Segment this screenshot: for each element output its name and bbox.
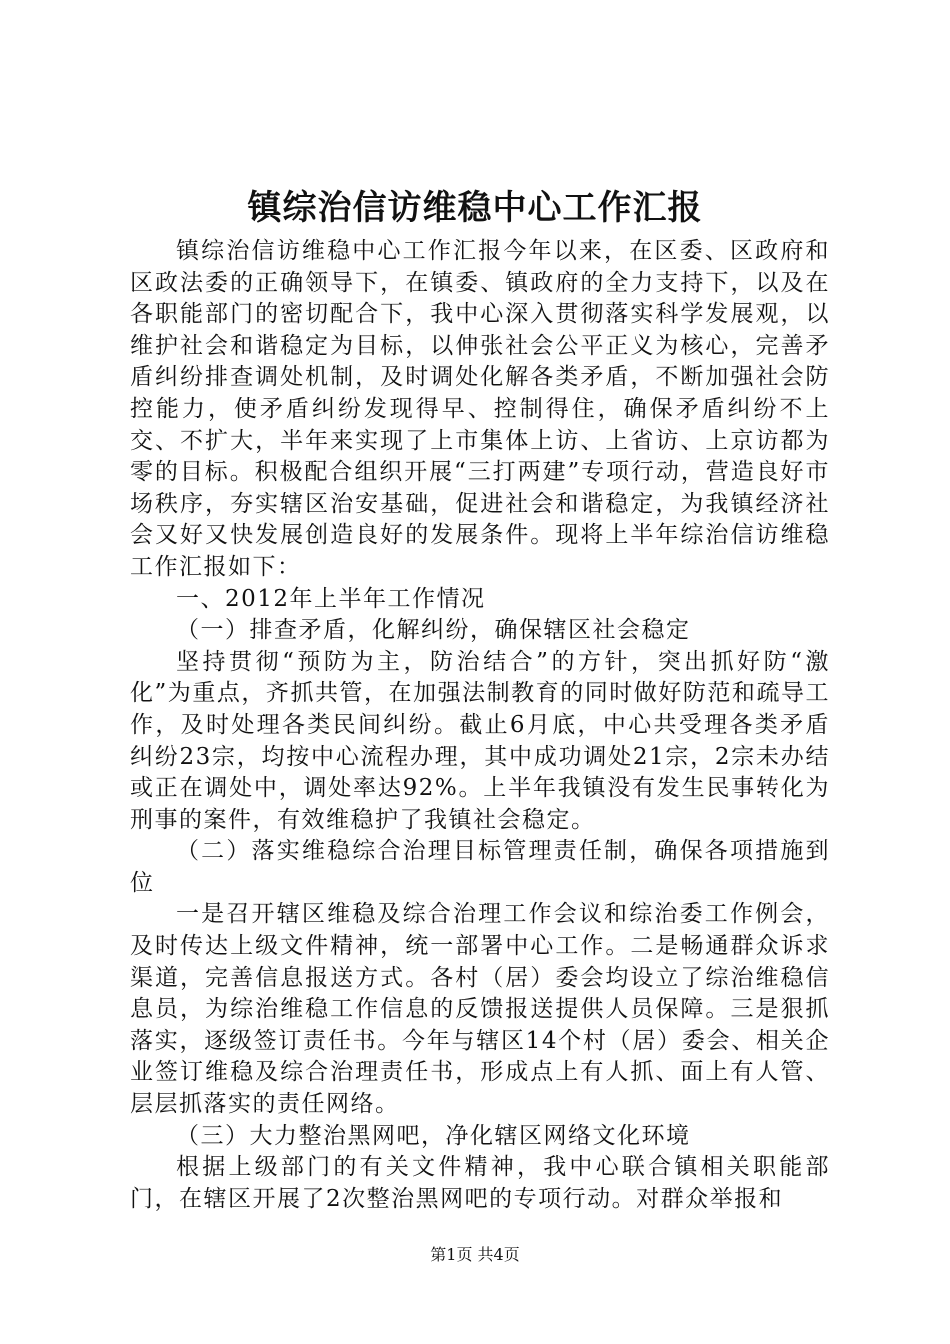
subsection-paragraph-2: 一是召开辖区维稳及综合治理工作会议和综治委工作例会，及时传达上级文件精神，统一部署中心工作。二是畅通群众诉求渠道，完善信息报送方式。各村（居）委会均设立了综治维稳信息员，为综治维稳工作信息的反馈报送提供人员保障。三是狠抓落实，逐级签订责任书。今年与辖区14个村（居）委会、相关企业签订维稳及综合治理责任书，形成点上有人抓、面上有人管、层层抓落实的责任网络。: [130, 901, 830, 1118]
subsection-paragraph-3: 根据上级部门的有关文件精神，我中心联合镇相关职能部门，在辖区开展了2次整治黑网吧的专项行动。对群众举报和: [130, 1154, 830, 1212]
subsection-paragraph-1: 坚持贯彻“预防为主，防治结合”的方针，突出抓好防“激化”为重点，齐抓共管，在加强法制教育的同时做好防范和疏导工作，及时处理各类民间纠纷。截止6月底，中心共受理各类矛盾纠纷23宗，均按中心流程办理，其中成功调处21宗，2宗未办结或正在调处中，调处率达92%。上半年我镇没有发生民事转化为刑事的案件，有效维稳护了我镇社会稳定。: [130, 648, 830, 833]
subsection-heading-1: （一）排查矛盾，化解纠纷，确保辖区社会稳定: [176, 617, 691, 644]
section-heading-1: 一、2012年上半年工作情况: [176, 585, 486, 612]
document-title: 镇综治信访维稳中心工作汇报: [247, 188, 703, 228]
document-body: [130, 236, 830, 1215]
subsection-heading-3: （三）大力整治黑网吧，净化辖区网络文化环境: [176, 1122, 691, 1149]
page-footer: 第1页 共4页: [430, 1245, 520, 1264]
subsection-heading-2: （二）落实维稳综合治理目标管理责任制，确保各项措施到位: [130, 838, 830, 896]
intro-paragraph: 镇综治信访维稳中心工作汇报今年以来，在区委、区政府和区政法委的正确领导下，在镇委、镇政府的全力支持下，以及在各职能部门的密切配合下，我中心深入贯彻落实科学发展观，以维护社会和谐稳定为目标，以伸张社会公平正义为核心，完善矛盾纠纷排查调处机制，及时调处化解各类矛盾，不断加强社会防控能力，使矛盾纠纷发现得早、控制得住，确保矛盾纠纷不上交、不扩大，半年来实现了上市集体上访、上省访、上京访都为零的目标。积极配合组织开展“三打两建”专项行动，营造良好市场秩序，夯实辖区治安基础，促进社会和谐稳定，为我镇经济社会又好又快发展创造良好的发展条件。现将上半年综治信访维稳工作汇报如下：: [130, 238, 830, 580]
